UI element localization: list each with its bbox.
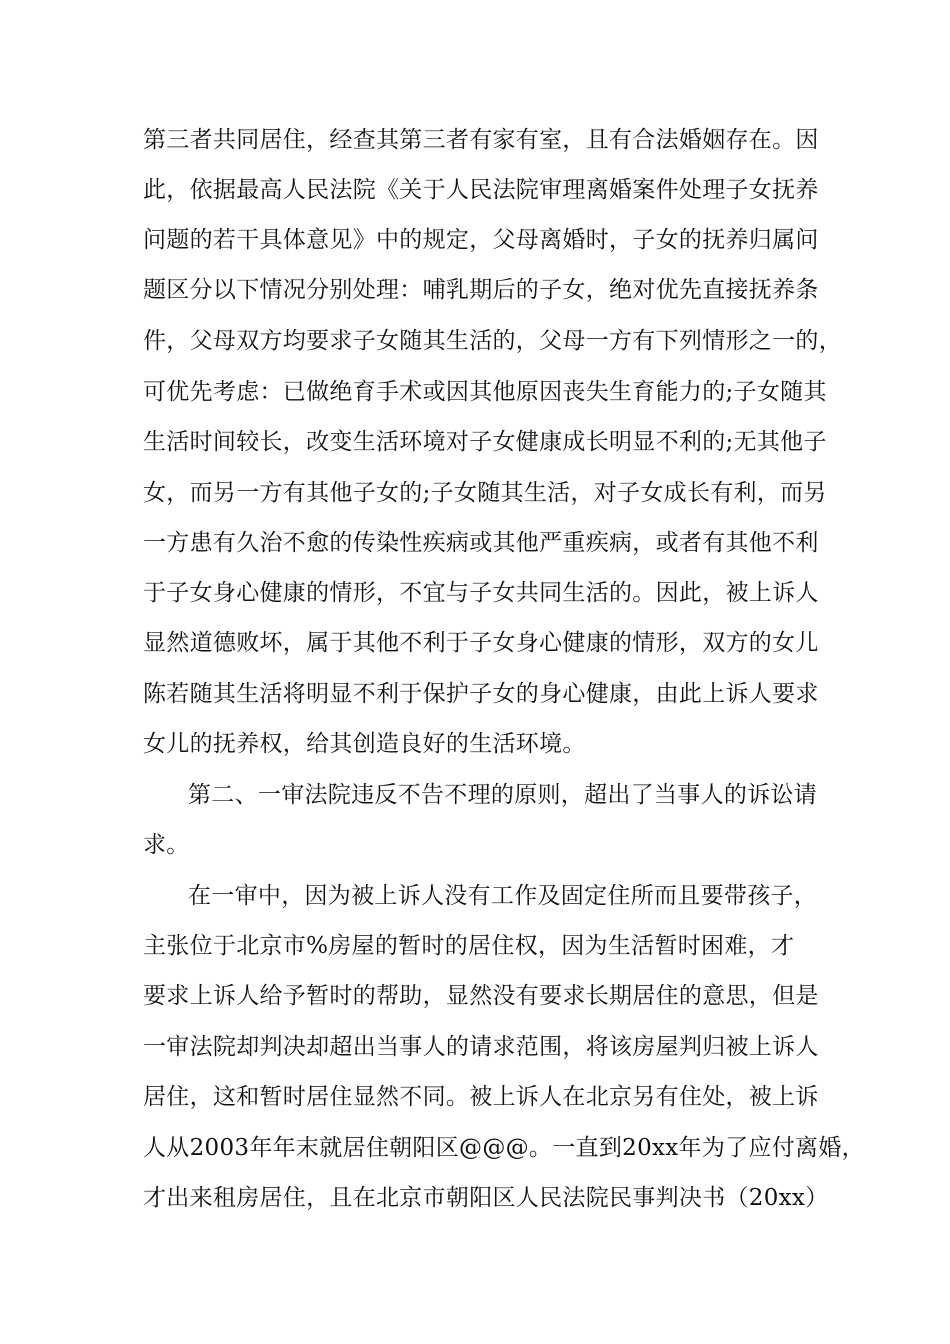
- text-line: 才出来租房居住，且在北京市朝阳区人民法院民事判决书（20xx）: [143, 1185, 829, 1211]
- text-line: 题区分以下情况分别处理：哺乳期后的子女，绝对优先直接抚养条: [143, 277, 819, 303]
- text-line: 人从2003年年末就居住朝阳区@@@。一直到20xx年为了应付离婚，: [143, 1135, 865, 1161]
- text-line: 显然道德败坏，属于其他不利于子女身心健康的情形，双方的女儿: [143, 630, 819, 656]
- text-line: 第三者共同居住，经查其第三者有家有室，且有合法婚姻存在。因: [143, 127, 819, 153]
- text-line: 于子女身心健康的情形，不宜与子女共同生活的。因此，被上诉人: [143, 580, 819, 606]
- text-line: 陈若随其生活将明显不利于保护子女的身心健康，由此上诉人要求: [143, 681, 819, 707]
- paragraph-start-line: 在一审中，因为被上诉人没有工作及固定住所而且要带孩子，: [188, 883, 818, 909]
- text-line: 生活时间较长，改变生活环境对子女健康成长明显不利的;无其他子: [143, 429, 827, 455]
- text-line: 可优先考虑：已做绝育手术或因其他原因丧失生育能力的;子女随其: [143, 379, 827, 405]
- text-line: 女儿的抚养权，给其创造良好的生活环境。: [143, 731, 586, 757]
- text-line: 件，父母双方均要求子女随其生活的，父母一方有下列情形之一的，: [143, 328, 842, 354]
- text-line: 主张位于北京市%房屋的暂时的居住权，因为生活暂时困难，才: [143, 933, 795, 959]
- paragraph-start-line: 第二、一审法院违反不告不理的原则，超出了当事人的诉讼请: [188, 782, 818, 808]
- text-line: 求。: [143, 832, 190, 858]
- text-line: 要求上诉人给予暂时的帮助，显然没有要求长期居住的意思，但是: [143, 983, 819, 1009]
- text-line: 一方患有久治不愈的传染性疾病或其他严重疾病，或者有其他不利: [143, 530, 819, 556]
- text-line: 居住，这和暂时居住显然不同。被上诉人在北京另有住处，被上诉: [143, 1084, 819, 1110]
- text-line: 此，依据最高人民法院《关于人民法院审理离婚案件处理子女抚养: [143, 177, 819, 203]
- text-line: 女，而另一方有其他子女的;子女随其生活，对子女成长有利，而另: [143, 480, 827, 506]
- text-line: 一审法院却判决却超出当事人的请求范围，将该房屋判归被上诉人: [143, 1034, 819, 1060]
- text-line: 问题的若干具体意见》中的规定，父母离婚时，子女的抚养归属问: [143, 227, 819, 253]
